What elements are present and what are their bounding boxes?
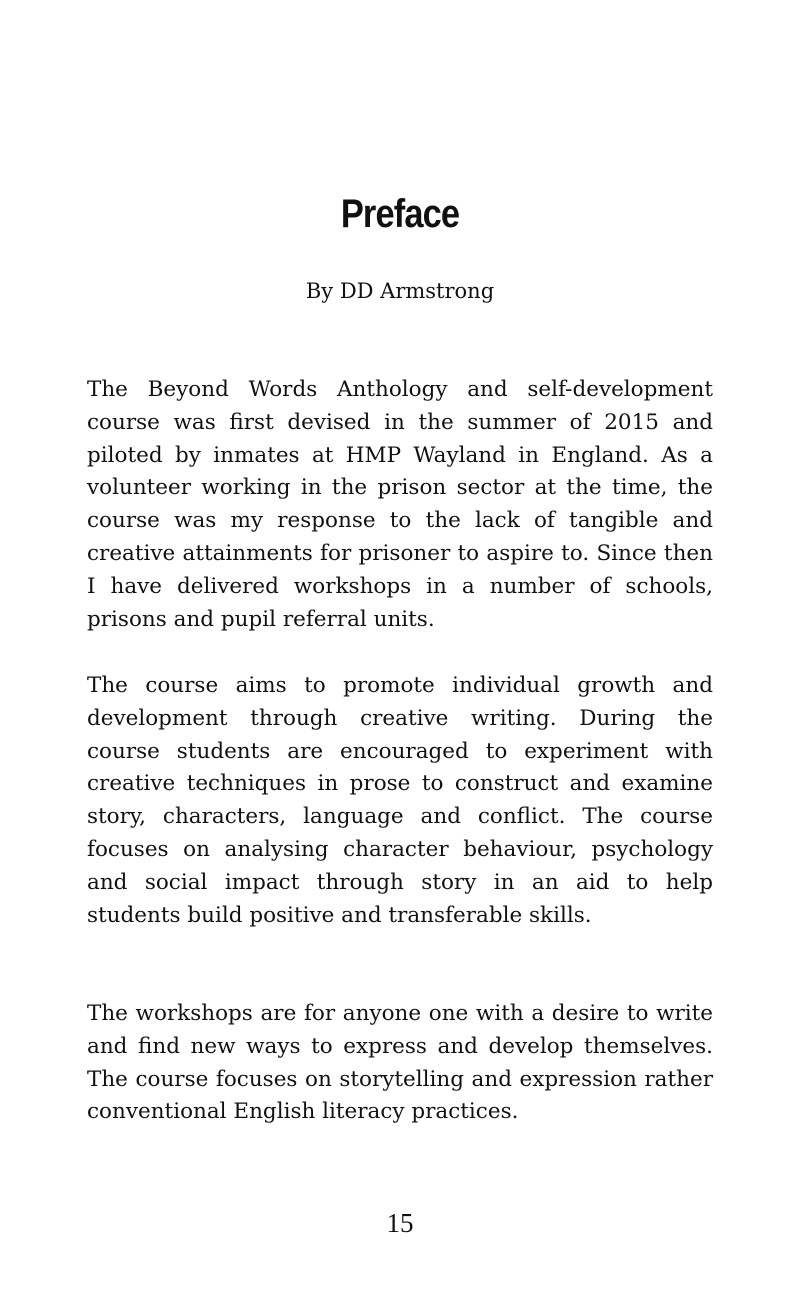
paragraph-3 — [87, 998, 713, 1129]
page-title: Preface — [340, 192, 460, 236]
paragraph-text: The course aims to promote individual growth and development through creative writing. During the course students are encouraged to experiment with creative techniques in prose to construct and examine story, characters, language and conflict. The course focuses on analysing character behaviour, psychology and social impact through story in an aid to help students build positive and transferable skills. — [87, 673, 713, 928]
paragraph-text: The workshops are for anyone one with a desire to write and find new ways to express and develop themselves. The course focuses on storytelling and expression rather conventional English literacy practices. — [87, 1001, 713, 1125]
paragraph-text: The Beyond Words Anthology and self-development course was first devised in the summer of 2015 and piloted by inmates at HMP Wayland in England. As a volunteer working in the prison sector at the time, the course was my response to the lack of tangible and creative attainments for prisoner to aspire to. Since then I have delivered workshops in a number of schools, prisons and pupil referral units. — [87, 377, 713, 632]
page-number: 15 — [386, 1208, 414, 1238]
paragraph-1 — [87, 374, 713, 636]
paragraph-2 — [87, 670, 713, 932]
author-byline: By DD Armstrong — [305, 279, 495, 303]
